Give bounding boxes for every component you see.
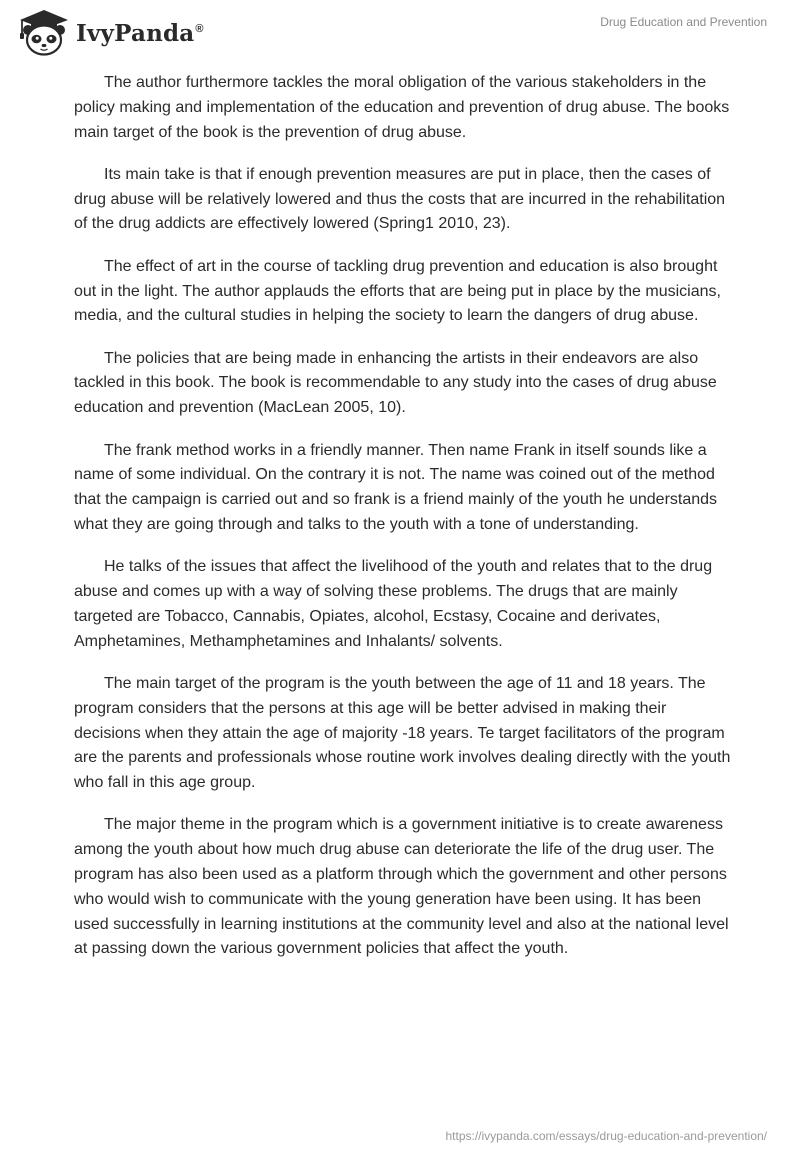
footer-source-url[interactable]: https://ivypanda.com/essays/drug-education-and-prevention/ — [445, 1129, 767, 1143]
logo-wordmark — [76, 20, 204, 47]
paragraph: The author furthermore tackles the moral obligation of the various stakeholders in the policy making and implementation of the education and prevention of drug abuse. The books main target of the book is the prevention of drug abuse. — [74, 74, 730, 141]
logo-text: IvyPanda — [76, 19, 195, 47]
paragraph: The policies that are being made in enhancing the artists in their endeavors are also tackled in this book. The book is recommendable to any study into the cases of drug abuse education and prevention (MacLean 2005, 10). — [74, 349, 717, 417]
paragraph: He talks of the issues that affect the livelihood of the youth and relates that to the drug abuse and comes up with a way of solving these problems. The drugs that are mainly targeted are Tobacco, Cannabis, Opiates, alcohol, Ecstasy, Cocaine and derivates, Amphetamines, Methamphetamines and Inhalants/ solvents. — [74, 558, 713, 650]
paragraph: The major theme in the program which is a government initiative is to create awareness among the youth about how much drug abuse can deteriorate the life of the drug user. The program has also been used as a platform through which the government and other persons who would wish to communicate with the young generation have been using. It has been used successfully in learning institutions at the community level and also at the national level at passing down the various government policies that affect the youth. — [74, 816, 729, 958]
registered-mark: ® — [195, 22, 204, 35]
running-title: Drug Education and Prevention — [600, 15, 767, 29]
paragraph: Its main take is that if enough prevention measures are put in place, then the cases of drug abuse will be relatively lowered and thus the costs that are incurred in the rehabilitation of the drug addicts are effectively lowered (Spring1 2010, 23). — [74, 165, 726, 233]
panda-graduate-logo-icon — [14, 8, 70, 56]
paragraph: The frank method works in a friendly manner. Then name Frank in itself sounds like a name of some individual. On the contrary it is not. The name was coined out of the method that the campaign is carried out and so frank is a friend mainly of the youth he understands what they are going through and talks to the youth with a tone of understanding. — [74, 441, 718, 533]
page-header — [0, 0, 800, 64]
essay-body — [74, 71, 734, 980]
paragraph: The effect of art in the course of tackling drug prevention and education is also brought out in the light. The author applauds the efforts that are being put in place by the musicians, media, and the cultural studies in helping the society to learn the dangers of drug abuse. — [74, 257, 721, 325]
logo[interactable] — [14, 8, 204, 56]
paragraph: The main target of the program is the youth between the age of 11 and 18 years. The program considers that the persons at this age will be better advised in making their decisions when they attain the age of majority -18 years. Te target facilitators of the program are the parents and professionals whose routine work involves dealing directly with the youth who fall in this age group. — [74, 674, 731, 792]
